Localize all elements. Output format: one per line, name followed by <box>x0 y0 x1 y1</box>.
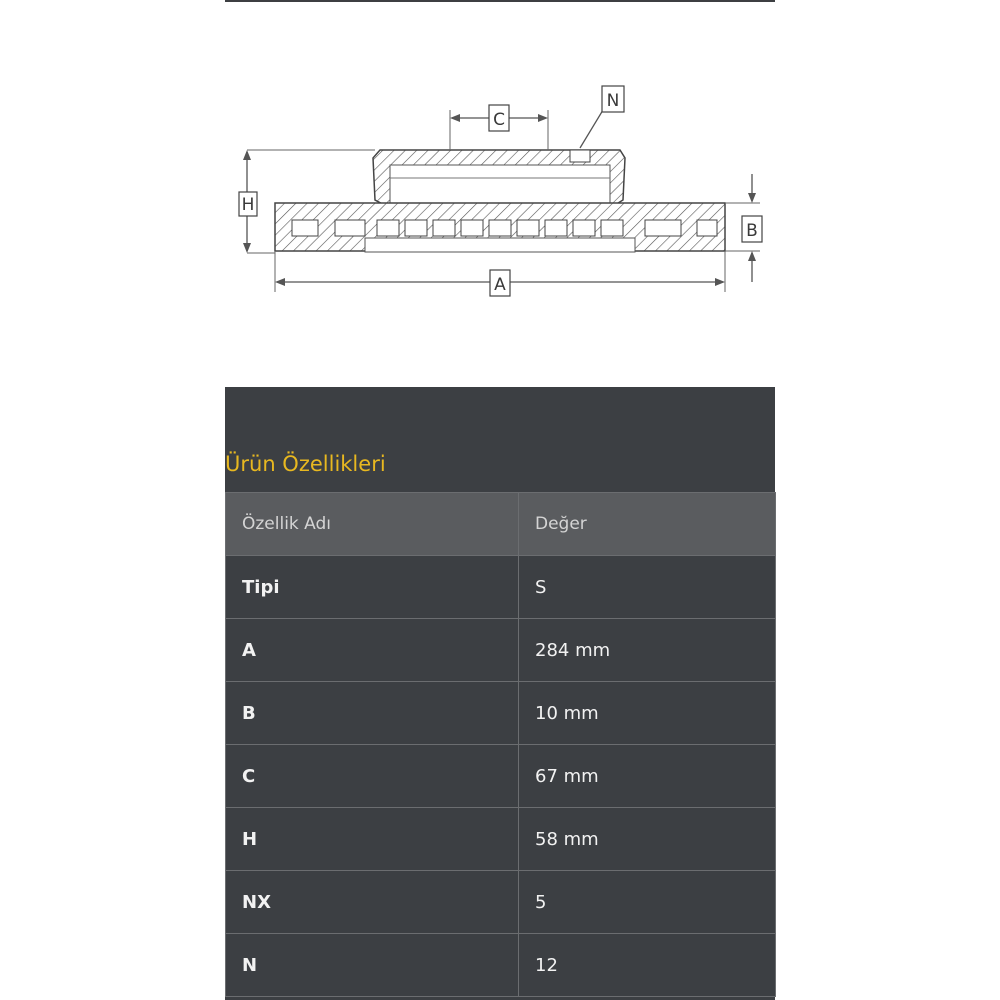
row-value: 58 mm <box>519 808 776 871</box>
table-row <box>226 871 776 934</box>
header-feature-name: Özellik Adı <box>226 493 519 556</box>
row-value: 5 <box>519 871 776 934</box>
table-row <box>226 619 776 682</box>
vent-slots <box>292 220 717 236</box>
table-row <box>226 934 776 997</box>
header-value: Değer <box>519 493 776 556</box>
row-name: NX <box>226 871 519 934</box>
top-divider <box>225 0 775 2</box>
row-value: S <box>519 556 776 619</box>
panel-title: Ürün Özellikleri <box>225 452 386 476</box>
brake-disc-cross-section <box>225 70 775 310</box>
row-value: 12 <box>519 934 776 997</box>
label-c: C <box>493 110 505 130</box>
table-row <box>226 745 776 808</box>
label-n: N <box>606 91 620 111</box>
table-header-row <box>226 493 776 556</box>
row-name: A <box>226 619 519 682</box>
brake-disc-diagram <box>225 70 775 310</box>
row-name: H <box>226 808 519 871</box>
label-h: H <box>241 195 255 215</box>
label-a: A <box>494 275 506 295</box>
row-value: 10 mm <box>519 682 776 745</box>
row-name: B <box>226 682 519 745</box>
row-name: C <box>226 745 519 808</box>
row-name: Tipi <box>226 556 519 619</box>
row-name: N <box>226 934 519 997</box>
specs-table <box>225 492 776 997</box>
label-b: B <box>746 221 758 241</box>
row-value: 67 mm <box>519 745 776 808</box>
table-row <box>226 808 776 871</box>
row-value: 284 mm <box>519 619 776 682</box>
table-row <box>226 556 776 619</box>
bolt-hole <box>570 150 590 162</box>
table-row <box>226 682 776 745</box>
